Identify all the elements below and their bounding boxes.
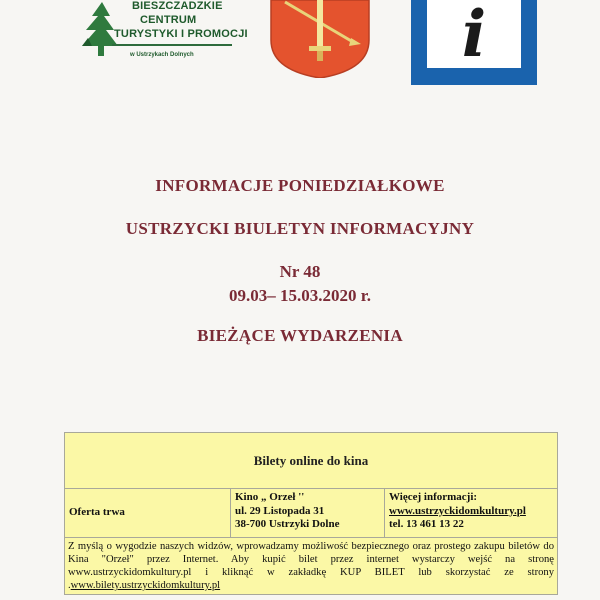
place-line1: Kino „ Orzeł ''	[235, 491, 305, 503]
tourist-info-icon	[411, 0, 537, 85]
heading-info: INFORMACJE PONIEDZIAŁKOWE	[155, 176, 445, 195]
event-table	[64, 432, 558, 595]
logo-text-line4: w Ustrzykach Dolnych	[130, 52, 194, 58]
logo-text-line2: CENTRUM	[140, 14, 197, 26]
description-text: Z myślą o wygodzie naszych widzów, wprowadzamy możliwość bezpiecznego oraz prostego zakupu biletów do Kina "Orzeł" przez Internet. Aby kupić bilet przez internet wystarczy wejść na stronę www.ustrzyckidomkultury.pl i kliknąć w zakładkę KUP BILET lub skorzystać ze strony .	[68, 541, 554, 591]
place-cell	[231, 489, 385, 537]
issue-number: Nr 48	[279, 262, 321, 281]
place-line3: 38-700 Ustrzyki Dolne	[235, 518, 340, 530]
offer-cell: Oferta trwa	[65, 489, 231, 537]
logo-text-line1: BIESZCZADZKIE	[132, 0, 223, 12]
more-info-link[interactable]: www.ustrzyckidomkultury.pl	[389, 504, 526, 517]
heading-bulletin: USTRZYCKI BIULETYN INFORMACYJNY	[125, 219, 475, 238]
more-info-phone: tel. 13 461 13 22	[389, 518, 464, 530]
bcktip-logo	[78, 0, 248, 68]
issue-dates: 09.03– 15.03.2020 r.	[229, 286, 371, 305]
more-info-label: Więcej informacji:	[389, 491, 478, 503]
section-heading: BIEŻĄCE WYDARZENIA	[197, 326, 403, 345]
more-info-cell	[385, 489, 557, 537]
event-details-row	[65, 489, 557, 538]
event-description	[65, 538, 557, 594]
info-letter: i	[461, 0, 487, 72]
event-title: Bilety online do kina	[65, 433, 557, 489]
logo-divider	[112, 44, 232, 46]
coat-of-arms-icon	[267, 0, 373, 78]
tickets-link[interactable]: www.bilety.ustrzyckidomkultury.pl	[70, 580, 221, 591]
place-line2: ul. 29 Listopada 31	[235, 504, 325, 517]
logo-text-line3: TURYSTYKI I PROMOCJI	[114, 28, 248, 40]
